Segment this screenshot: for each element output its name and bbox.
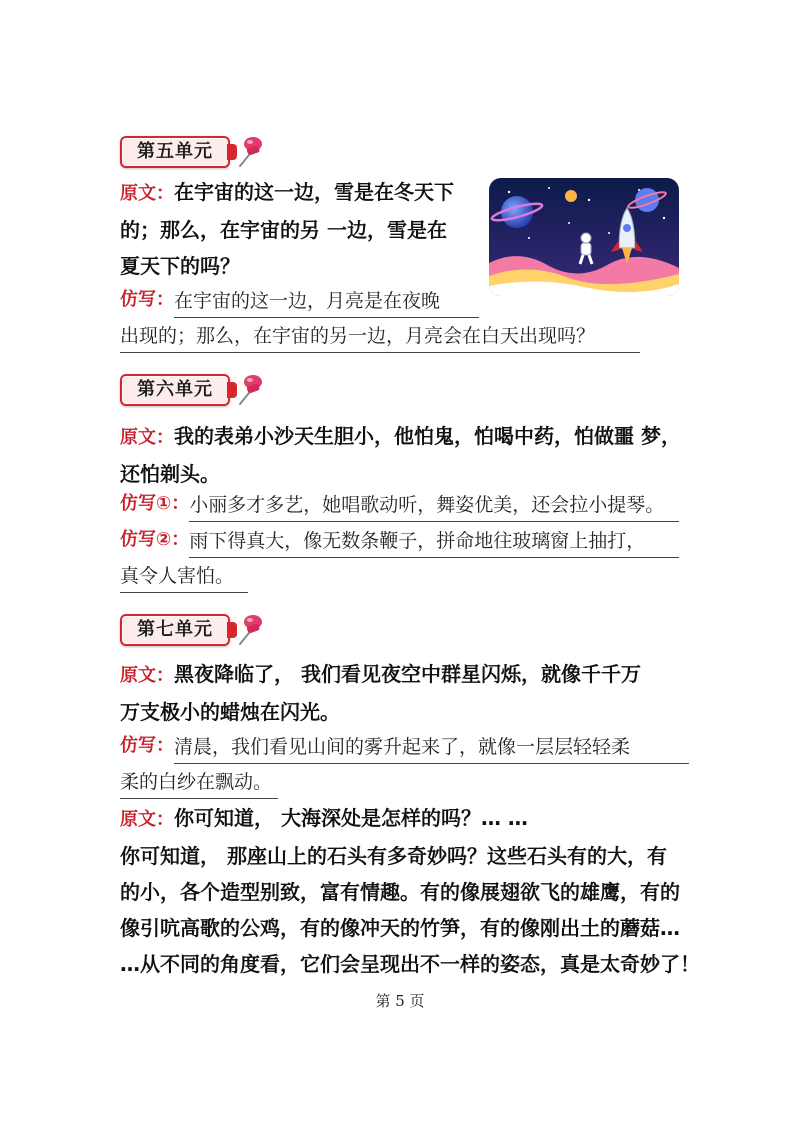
unit-7-badge [120,614,230,646]
unit-6-original [120,418,700,492]
original-line: 万支极小的蜡烛在闪光。 [120,700,340,724]
imitation-line: 柔的白纱在飘动。 [120,764,278,799]
pushpin-icon [236,373,266,407]
original-label: 原文： [120,809,174,830]
original-line: 夏天下的吗？ [120,254,240,278]
unit-5-imitation [120,282,640,353]
original-line: 在宇宙的这一边，雪是在冬天下 [174,180,454,204]
space-rocket-illustration [489,178,679,296]
imitation-line: 出现的；那么，在宇宙的另一边，月亮会在白天出现吗？ [120,318,640,353]
original-line: 你可知道， 大海深处是怎样的吗？… … [174,806,528,830]
original-line: 的小，各个造型别致，富有情趣。有的像展翅欲飞的雄鹰，有的 [120,880,680,904]
unit-5-title: 第五单元 [122,138,228,166]
original-line: 像引吭高歌的公鸡，有的像冲天的竹笋，有的像刚出土的蘑菇… [120,916,680,940]
imitation-line: 在宇宙的这一边，月亮是在夜晚 [174,283,479,318]
original-label: 原文： [120,665,174,686]
original-label: 原文： [120,427,174,448]
original-line: 你可知道， 那座山上的石头有多奇妙吗？这些石头有的大，有 [120,844,667,868]
unit-5-badge [120,136,230,168]
imitation-line: 清晨，我们看见山间的雾升起来了，就像一层层轻轻柔 [174,729,689,764]
imitation-line: 小丽多才多艺，她唱歌动听，舞姿优美，还会拉小提琴。 [189,487,679,522]
imitation-line: 雨下得真大，像无数条鞭子，拼命地往玻璃窗上抽打， [189,523,679,558]
unit-6-badge [120,374,230,406]
page-number: 第 5 页 [375,992,425,1010]
pushpin-icon [236,613,266,647]
unit-7-original-2 [120,800,700,982]
imitation-label: 仿写①： [120,493,190,514]
imitation-line: 真令人害怕。 [120,558,248,593]
unit-7-imitation [120,728,690,799]
original-line: 黑夜降临了， 我们看见夜空中群星闪烁，就像千千万 [174,662,641,686]
unit-6-title: 第六单元 [122,376,228,404]
imitation-label: 仿写： [120,289,174,310]
pushpin-icon [236,135,266,169]
unit-5-original [120,174,480,284]
original-line: 还怕剃头。 [120,462,220,486]
original-line: 的；那么，在宇宙的另 一边，雪是在 [120,218,447,242]
unit-7-title: 第七单元 [122,616,228,644]
unit-7-original [120,656,700,730]
imitation-label: 仿写②： [120,529,190,550]
unit-6-imitation-2 [120,522,690,593]
original-line: 我的表弟小沙天生胆小，他怕鬼，怕喝中药，怕做噩 梦， [174,424,681,448]
unit-7-header [120,612,266,648]
unit-6-header [120,372,266,408]
imitation-label: 仿写： [120,735,174,756]
unit-5-header [120,134,266,170]
original-line: …从不同的角度看，它们会呈现出不一样的姿态，真是太奇妙了！ [120,952,700,976]
original-label: 原文： [120,183,174,204]
unit-6-imitation-1 [120,486,690,522]
